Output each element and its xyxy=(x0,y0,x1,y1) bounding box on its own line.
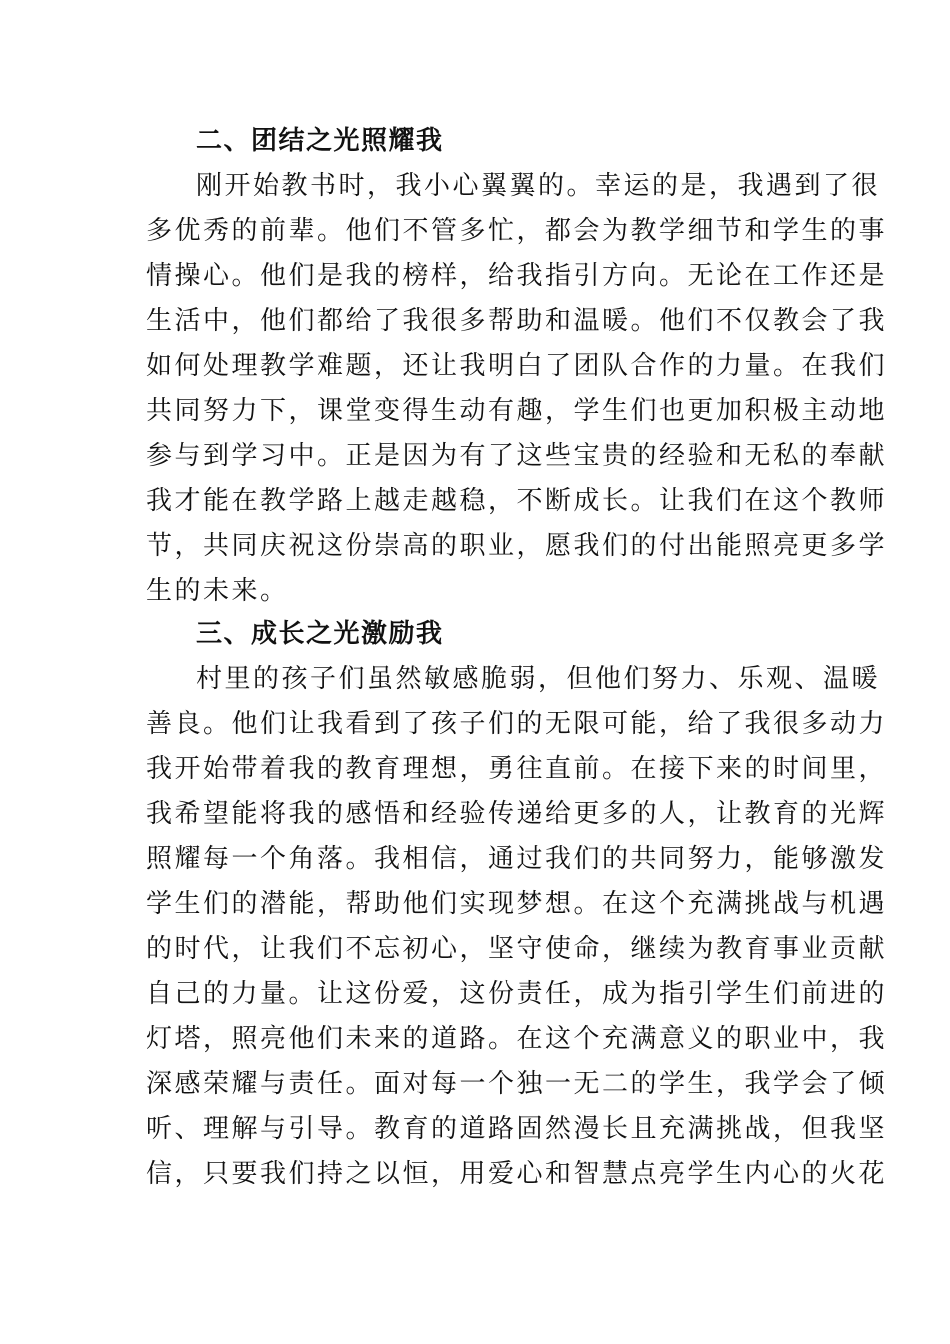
paragraph-line: 我希望能将我的感悟和经验传递给更多的人，让教育的光辉 xyxy=(146,799,888,829)
paragraph-line: 生的未来。 xyxy=(146,576,289,606)
paragraph-line: 共同努力下，课堂变得生动有趣，学生们也更加积极主动地 xyxy=(146,396,888,426)
paragraph-line: 节，共同庆祝这份崇高的职业，愿我们的付出能照亮更多学 xyxy=(146,531,888,561)
paragraph-line: 我开始带着我的教育理想，勇往直前。在接下来的时间里， xyxy=(146,754,888,784)
section-heading-unity: 二、团结之光照耀我 xyxy=(196,126,444,156)
paragraph-line: 灯塔，照亮他们未来的道路。在这个充满意义的职业中，我 xyxy=(146,1024,888,1054)
paragraph-line: 信，只要我们持之以恒，用爱心和智慧点亮学生内心的火花 xyxy=(146,1159,888,1189)
paragraph-line: 刚开始教书时，我小心翼翼的。幸运的是，我遇到了很 xyxy=(196,171,881,201)
paragraph-line: 情操心。他们是我的榜样，给我指引方向。无论在工作还是 xyxy=(146,261,888,291)
paragraph-line: 如何处理教学难题，还让我明白了团队合作的力量。在我们 xyxy=(146,351,888,381)
paragraph-line: 善良。他们让我看到了孩子们的无限可能，给了我很多动力 xyxy=(146,709,888,739)
paragraph-line: 多优秀的前辈。他们不管多忙，都会为教学细节和学生的事 xyxy=(146,216,888,246)
paragraph-line: 听、理解与引导。教育的道路固然漫长且充满挑战，但我坚 xyxy=(146,1114,888,1144)
section-heading-growth: 三、成长之光激励我 xyxy=(196,619,444,649)
paragraph-line: 学生们的潜能，帮助他们实现梦想。在这个充满挑战与机遇 xyxy=(146,889,888,919)
paragraph-line: 自己的力量。让这份爱，这份责任，成为指引学生们前进的 xyxy=(146,979,888,1009)
paragraph-line: 照耀每一个角落。我相信，通过我们的共同努力，能够激发 xyxy=(146,844,888,874)
paragraph-line: 参与到学习中。正是因为有了这些宝贵的经验和无私的奉献 xyxy=(146,441,888,471)
paragraph-line: 的时代，让我们不忘初心，坚守使命，继续为教育事业贡献 xyxy=(146,934,888,964)
paragraph-line: 村里的孩子们虽然敏感脆弱，但他们努力、乐观、温暖 xyxy=(196,664,881,694)
paragraph-line: 我才能在教学路上越走越稳，不断成长。让我们在这个教师 xyxy=(146,486,888,516)
paragraph-line: 深感荣耀与责任。面对每一个独一无二的学生，我学会了倾 xyxy=(146,1069,888,1099)
paragraph-line: 生活中，他们都给了我很多帮助和温暖。他们不仅教会了我 xyxy=(146,306,888,336)
